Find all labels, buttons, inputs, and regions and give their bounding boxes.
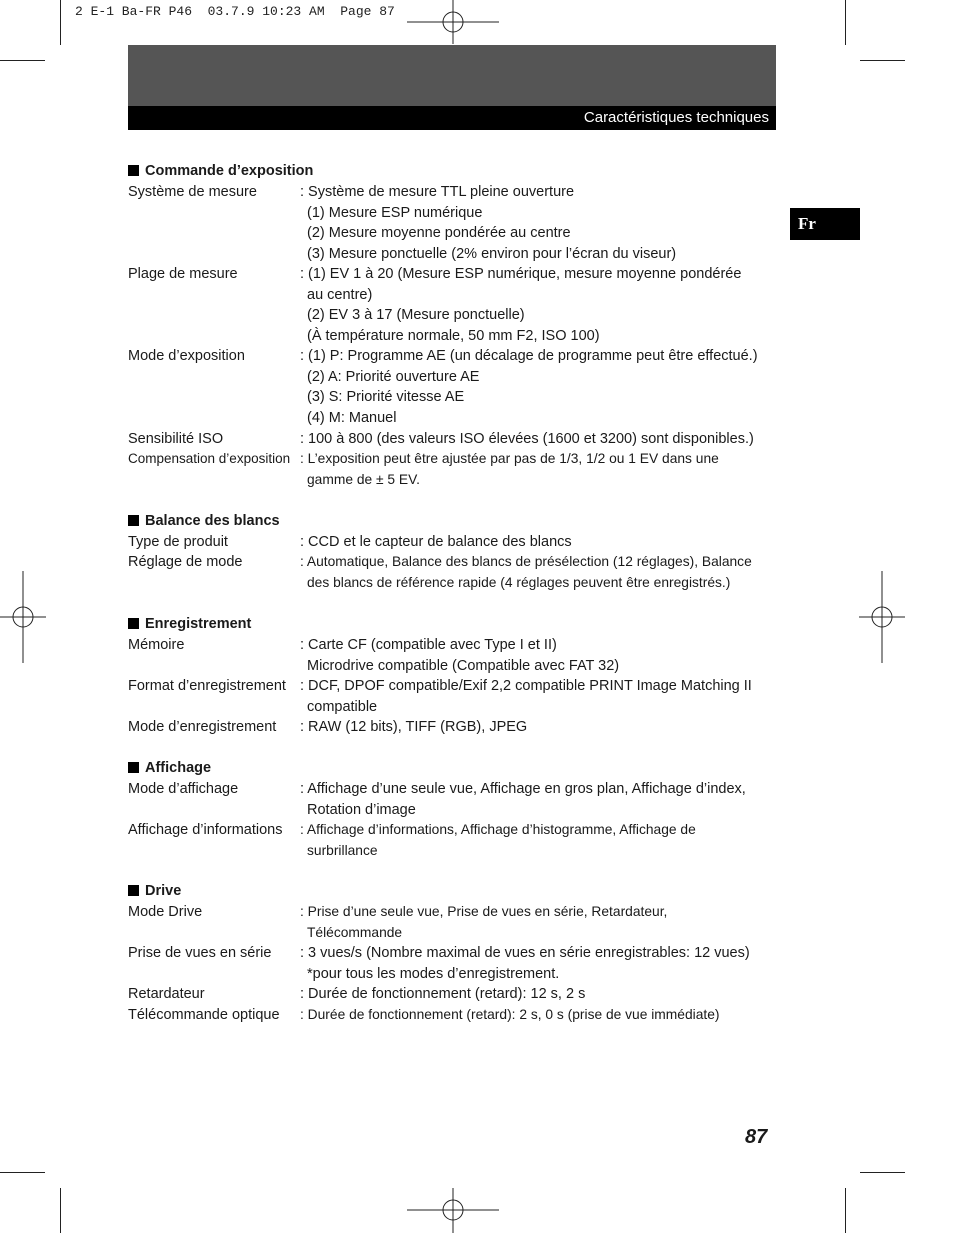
spec-label: Système de mesure — [128, 184, 257, 200]
spec-value: : Durée de fonctionnement (retard): 2 s, 0 s (prise de vue immédiate) — [300, 1007, 720, 1022]
crop-mark — [60, 1188, 61, 1233]
header-band — [128, 45, 776, 106]
spec-label: Mode d’exposition — [128, 348, 245, 364]
square-bullet-icon — [128, 762, 139, 773]
spec-label: Affichage d’informations — [128, 822, 283, 838]
section-heading: Enregistrement — [128, 614, 251, 634]
spec-label: Réglage de mode — [128, 554, 243, 570]
spec-label: Compensation d’exposition — [128, 451, 291, 466]
registration-mark-icon — [0, 571, 46, 663]
spec-value: : Automatique, Balance des blancs de présélection (12 réglages), Balance des blancs de référence rapide (4 réglages peuvent être enregistrés.) — [300, 554, 752, 590]
crop-mark — [860, 60, 905, 61]
spec-value: : (1) P: Programme AE (un décalage de programme peut être effectué.) (2) A: Priorité ouverture AE (3) S: Priorité vitesse AE (4) M: Manuel — [300, 348, 758, 426]
section-heading: Balance des blancs — [128, 511, 280, 531]
crop-mark — [0, 60, 45, 61]
language-tab: Fr — [790, 208, 860, 240]
spec-value: : Affichage d’une seule vue, Affichage en gros plan, Affichage d’index, Rotation d’image — [300, 781, 746, 818]
registration-mark-icon — [407, 0, 499, 44]
crop-mark — [845, 1188, 846, 1233]
crop-mark — [845, 0, 846, 45]
crop-mark — [860, 1172, 905, 1173]
section-heading: Commande d’exposition — [128, 161, 313, 181]
square-bullet-icon — [128, 515, 139, 526]
square-bullet-icon — [128, 885, 139, 896]
registration-mark-icon — [859, 571, 905, 663]
spec-value: : 3 vues/s (Nombre maximal de vues en série enregistrables: 12 vues) *pour tous les modes d’enregistrement. — [300, 945, 750, 982]
header-bar — [128, 106, 776, 130]
spec-value: : RAW (12 bits), TIFF (RGB), JPEG — [300, 719, 528, 735]
spec-value: : Affichage d’informations, Affichage d’histogramme, Affichage de surbrillance — [300, 822, 696, 858]
spec-label: Prise de vues en série — [128, 945, 272, 961]
spec-label: Type de produit — [128, 534, 228, 550]
spec-value: : Système de mesure TTL pleine ouverture (1) Mesure ESP numérique (2) Mesure moyenne pondérée au centre (3) Mesure ponctuelle (2% environ pour l’écran du viseur) — [300, 184, 677, 262]
page-number: 87 — [745, 1126, 768, 1148]
spec-label: Mémoire — [128, 637, 185, 653]
spec-label: Mode Drive — [128, 904, 203, 920]
square-bullet-icon — [128, 618, 139, 629]
spec-value: : (1) EV 1 à 20 (Mesure ESP numérique, mesure moyenne pondérée au centre) (2) EV 3 à 17 (Mesure ponctuelle) (À température normale, 50 mm F2, ISO 100) — [300, 266, 742, 344]
page-title: Caractéristiques techniques — [583, 109, 769, 126]
spec-label: Télécommande optique — [128, 1007, 280, 1023]
spec-label: Plage de mesure — [128, 266, 238, 282]
spec-value: : Carte CF (compatible avec Type I et II) Microdrive compatible (Compatible avec FAT 32) — [300, 637, 620, 674]
section-heading: Affichage — [128, 758, 211, 778]
spec-label: Sensibilité ISO — [128, 431, 224, 447]
spec-label: Format d’enregistrement — [128, 678, 286, 694]
spec-value: : CCD et le capteur de balance des blancs — [300, 534, 572, 550]
registration-mark-icon — [407, 1188, 499, 1233]
section-heading: Drive — [128, 881, 181, 901]
spec-value: : L’exposition peut être ajustée par pas de 1/3, 1/2 ou 1 EV dans une gamme de ± 5 EV. — [300, 451, 719, 487]
spec-label: Mode d’affichage — [128, 781, 239, 797]
print-slug: 2 E-1 Ba-FR P46 03.7.9 10:23 AM Page 87 — [75, 4, 395, 19]
crop-mark — [0, 1172, 45, 1173]
spec-value: : Prise d’une seule vue, Prise de vues en série, Retardateur, Télécommande — [300, 904, 668, 940]
spec-value: : Durée de fonctionnement (retard): 12 s, 2 s — [300, 986, 586, 1002]
crop-mark — [60, 0, 61, 45]
spec-value: : DCF, DPOF compatible/Exif 2,2 compatible PRINT Image Matching II compatible — [300, 678, 752, 715]
square-bullet-icon — [128, 165, 139, 176]
spec-label: Retardateur — [128, 986, 205, 1002]
spec-label: Mode d’enregistrement — [128, 719, 277, 735]
spec-value: : 100 à 800 (des valeurs ISO élevées (1600 et 3200) sont disponibles.) — [300, 431, 754, 447]
